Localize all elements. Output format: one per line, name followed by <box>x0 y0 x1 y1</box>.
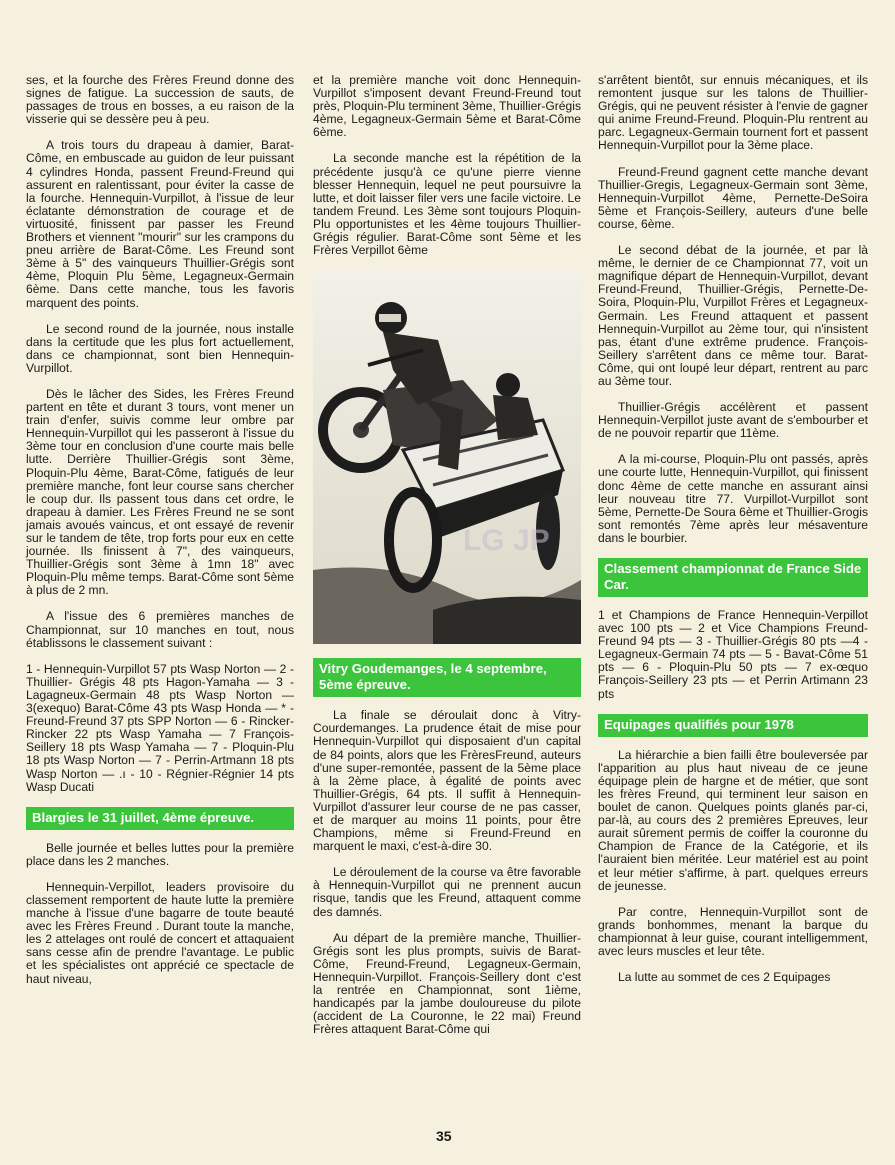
paragraph: La lutte au sommet de ces 2 Equipages <box>618 970 831 985</box>
paragraph: Le second round de la journée, nous installe dans la certitude que les plus fort actuellement, dans ce championnat, sont bien Hennequin-Vurpillot. <box>26 321 294 375</box>
watermark: LG JP <box>463 524 550 558</box>
section-heading-equipages: Equipages qualifiés pour 1978 <box>598 714 868 737</box>
sidecar-photo <box>313 270 581 644</box>
section-heading-blargies: Blargies le 31 juillet, 4ème épreuve. <box>26 807 294 830</box>
section-heading-vitry: Vitry Goudemanges, le 4 septembre, 5ème épreuve. <box>313 658 581 697</box>
text-column-1 <box>26 74 294 999</box>
paragraph: La seconde manche est la répétition de la précédente jusqu'à ce qu'une pierre vienne blesser Hennequin, lequel ne peut poursuivre la lutte, et doit laisser filer vers une facile victoire. Le tandem Freund. Les 3ème sont toujours Ploquin-Plu opportunistes et les 4ème toujours Thuillier-Grégis régulier. Barat-Côme sont 5ème et les Frères Verpillot 6ème <box>313 151 581 258</box>
text-column-3 <box>598 74 868 997</box>
paragraph: Le déroulement de la course va être favorable à Hennequin-Vurpillot qui ne prennent aucun risque, tandis que les Freund, attaquent comme des damnés. <box>313 865 581 919</box>
final-standings: 1 et Champions de France Hennequin-Verpillot avec 100 pts — 2 et Vice Champions Freund-Freund 94 pts — 3 - Thuillier-Grégis 80 pts —4 - Legagneux-Germain 74 pts — 5 - Bavat-Côme 51 pts — 6 - Ploquin-Plu 50 pts — 7 ex-œquo François-Seillery 23 pts — et Perrin Artimann 23 pts <box>598 608 868 701</box>
paragraph: Thuillier-Grégis accélèrent et passent Hennequin-Verpillot juste avant de s'embourber et de ne pouvoir repartir que 11ème. <box>598 400 868 441</box>
paragraph: Belle journée et belles luttes pour la première place dans les 2 manches. <box>26 840 294 868</box>
paragraph: s'arrêtent bientôt, sur ennuis mécaniques, et ils remontent jusque sur les talons de Thuillier-Grégis, qui ne peuvent résister à l'envie de gagner qui anime Freund-Freund. Ploquin-Plu rentrent au parc. Legagneux-Germain tournent fort et passent Hennequin-Vurpillot pour la 3ème place. <box>598 73 868 153</box>
text-column-2 <box>313 74 581 1049</box>
paragraph: et la première manche voit donc Hennequin-Vurpillot s'imposent devant Freund-Freund tout près, Ploquin-Plu terminent 3ème, Thuillier-Grégis 4ème, Legagneux-Germain 5ème et Barat-Côme 6ème. <box>313 73 581 140</box>
page-number: 35 <box>436 1128 452 1144</box>
paragraph: La finale se déroulait donc à Vitry-Courdemanges. La prudence était de mise pour Hennequin-Vurpillot qui disposaient d'un capital de 84 points, alors que les FrèresFreund, auteurs d'une super-remontée, passent de la 5ème place à la 2ème place, à égalité de points avec Thuillier-Grégis, 64 pts. Il suffit à Hennequin-Vurpillot d'assurer leur course de ne pas casser, et de marquer au moins 11 points, pour être Champions, même si Freund-Freund en marquent le maxi, c'est-à-dire 30. <box>313 708 581 854</box>
paragraph: Au départ de la première manche, Thuillier-Grégis sont les plus prompts, suivis de Barat-Côme, Freund-Freund, Legagneux-Germain, Hennequin-Vurpillot. François-Seillery dont c'est la rentrée en Championnat, sont 1ième, handicapés par la jambe douloureuse du pilote (accident de La Couronne, le 22 mai) Freund Frères attaquent Barat-Côme qui <box>313 930 581 1037</box>
paragraph: Hennequin-Verpillot, leaders provisoire du classement remportent de haute lutte la première manche à l'issue d'une bagarre de toute beauté avec les Frères Freund . Durant toute la manche, les 2 attelages ont roulé de concert et attaquaient sans cesse afin de prendre l'avantage. Le public et les spécialistes ont apprécié ce spectacle de haut niveau, <box>26 879 294 986</box>
standings-list: 1 - Hennequin-Vurpillot 57 pts Wasp Norton — 2 - Thuillier- Grégis 48 pts Hagon-Yamaha — 3 - Lagagneux-Germain 48 pts Wasp Norton — 3(exequo) Barat-Côme 43 pts Wasp Honda — * - Freund-Freund 37 pts SPP Norton — 6 - Rincker-Rincker 22 pts Wasp Yamaha — 7 François-Seillery 18 pts Wasp Yamaha — 7 - Ploquin-Plu 18 pts Wasp Norton — 7 - Perrin-Artmann 18 pts Wasp Norton — .ı - 10 - Régnier-Régnier 14 pts Wasp Ducati <box>26 661 294 794</box>
paragraph: Par contre, Hennequin-Vurpillot sont de grands bonhommes, menant la barque du championnat à leur guise, courant intelligemment, avec leurs muscles et leur tête. <box>598 904 868 958</box>
paragraph: Le second débat de la journée, et par là même, le dernier de ce Championnat 77, voit un magnifique départ de Hennequin-Vurpillot, devant Freund-Freund, Thuillier-Grégis, Pernette-De-Soira, Ploquin-Plu, Vurpillot Frères et Legagneux-Germain. Les Freund attaquent et passent Hennequin-Vurpillot au 2ème tour, qui n'insistent pas, étant d'une extrême prudence. François-Seillery s'arrêtent dans ce même tour. Barat-Côme, qui ont loupé leur départ, rentrent au parc au 3ème tour. <box>598 243 868 388</box>
paragraph: Freund-Freund gagnent cette manche devant Thuillier-Gregis, Legagneux-Germain sont 3ème, Hennequin-Vurpillot 4ème, Pernette-DeSoira 5ème et François-Seillery, auteurs d'une belle course, 6ème. <box>598 164 868 231</box>
paragraph: A la mi-course, Ploquin-Plu ont passés, après une courte lutte, Hennequin-Vurpillot, qui finissent donc 4ème de cette manche en assurant ainsi leur nouveau titre 77. Vurpillot-Vurpillot sont 5ème, Pernette-De Soura 6ème et Thuillier-Grogis sont remontés 7ème après leur mésaventure dans le bourbier. <box>598 452 868 545</box>
paragraph: ses, et la fourche des Frères Freund donne des signes de fatigue. La succession de sauts, de passages de trous en bosses, a eu raison de la visserie qui se dessère peu à peu. <box>26 73 294 127</box>
section-heading-classement: Classement championnat de France Side Car. <box>598 558 868 597</box>
paragraph: Dès le lâcher des Sides, les Frères Freund partent en tête et durant 3 tours, vont mener un train d'enfer, suivis comme leur ombre par Hennequin-Vurpillot qui les passeront à l'issue du 3ème tour en conclusion d'une courte mais belle lutte. Derrière Thuillier-Grégis sont 3ème, Ploquin-Plu 4ème, Barat-Côme, fatigués de leur première manche, font leur course sans chercher le coup dur. Ils passent tous dans cet ordre, le drapeau à damier. Les Frères Freund ne se sont jamais avoués vaincus, et ont essayé de revenir sur le tandem de tête, trop forts pour eux en cette journée. Ils finissent à 7", des vainqueurs, Thuillier-Grégis sont 3ème à 1mn 18" avec Ploquin-Plu même temps. Barat-Côme sont 5ème à plus de 2 mn. <box>26 386 294 598</box>
paragraph: A trois tours du drapeau à damier, Barat-Côme, en embuscade au guidon de leur puissant 4 cylindres Honda, passent Freund-Freund qui assurent en ralentissant, pour éviter la casse de la fourche. Hennequin-Vurpillot, à l'issue de leur éclatante démonstration de courage et de virtuosité, finissent par passer les Freund Brothers et viennent "mourir" sur les crampons du pneu arrière de Barat-Côme. Les Freund sont 3ème à 5" des vainqueurs Thuillier-Grégis sont 4ème, Ploquin Plu 5ème, Legagneux-Germain 6ème. Dans cette manche, tous les favoris marquent des points. <box>26 138 294 310</box>
paragraph: A l'issue des 6 premières manches de Championnat, sur 10 manches en tout, nous établissons le classement suivant : <box>26 609 294 650</box>
paragraph: La hiérarchie a bien failli être bouleversée par l'apparition au plus haut niveau de ce jeune équipage plein de hargne et de métier, que sont les frères Freund, qui terminent leur saison en boulet de canon. Quelques points glanés par-ci, par-là, au cours des 2 premières Epreuves, leur aurait sûrement permis de coiffer la couronne du Champion de France de la Catégorie, et ils l'auraient bien méritée. Leur matériel est au point et leur métier s'affirme, à part. quelques erreurs de jeunesse. <box>598 747 868 893</box>
